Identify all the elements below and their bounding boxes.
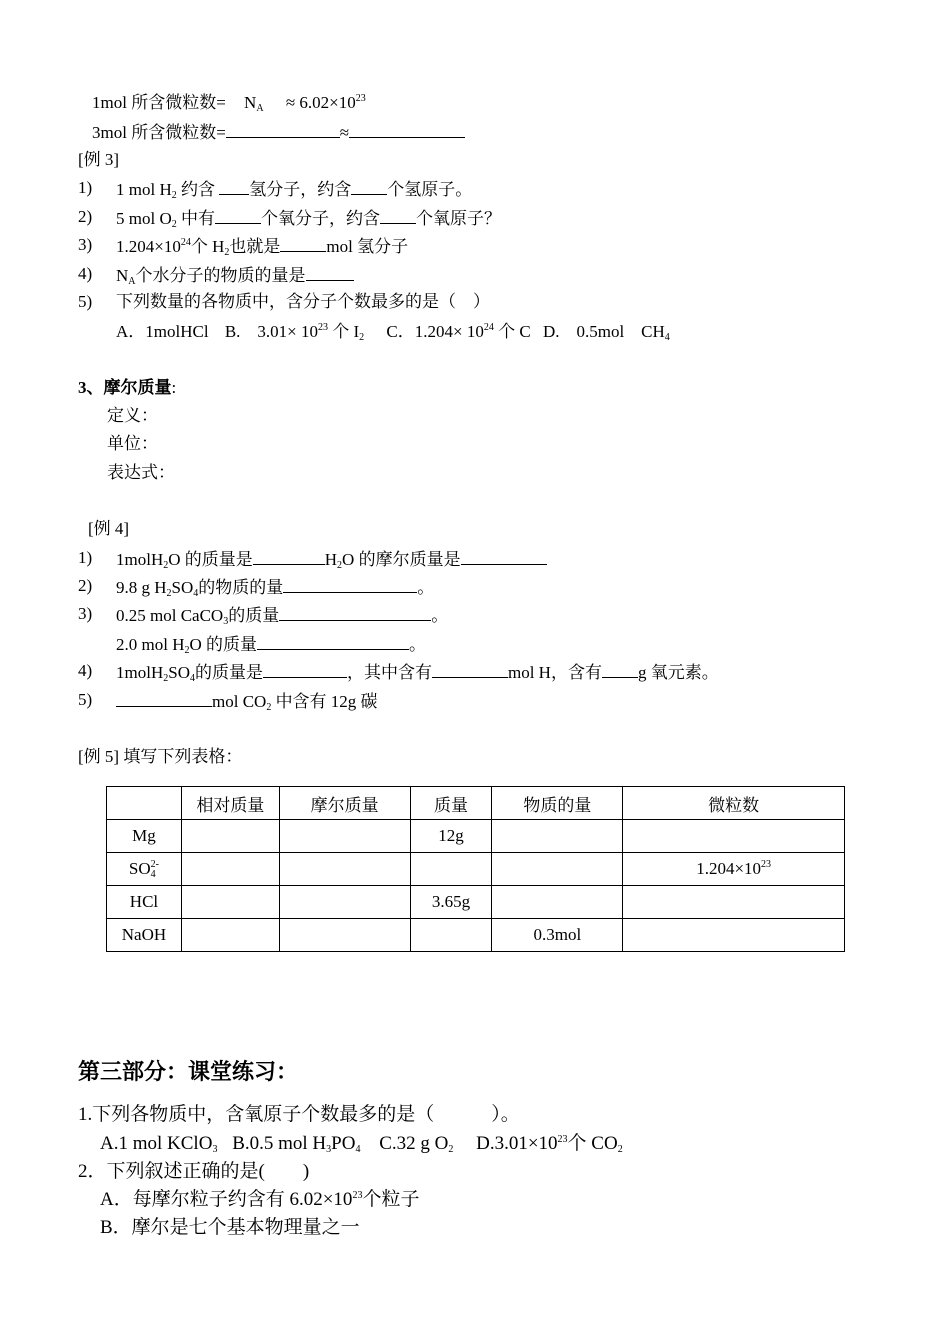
exponent: 23 xyxy=(761,859,772,870)
substance-cell: NaOH xyxy=(107,919,182,952)
q-text: mol 氢分子 xyxy=(326,237,409,256)
sub: 4 xyxy=(664,332,670,343)
practice-q1: 1.下列各物质中，含氧原子个数最多的是（ ）。 xyxy=(78,1104,520,1125)
table-cell[interactable] xyxy=(279,853,410,886)
table-row xyxy=(107,886,845,919)
table-header-row xyxy=(107,787,845,820)
q-text: 氢分子，约含 xyxy=(249,180,352,199)
q-text: mol CO xyxy=(212,692,267,711)
q-text: 的质量 xyxy=(228,606,280,625)
sub: 2 xyxy=(359,332,365,343)
q-text: ，其中含有 xyxy=(346,663,432,682)
sub: 2 xyxy=(166,588,172,599)
q-text: 个氧分子，约含 xyxy=(260,209,380,228)
count-cell[interactable] xyxy=(623,820,845,853)
sub: 2 xyxy=(163,673,169,684)
ex3-q5 xyxy=(78,292,490,311)
q-num: 5) xyxy=(78,690,93,709)
q-num: 4) xyxy=(78,264,93,283)
sub: 4 xyxy=(150,868,156,880)
q-text: 。 xyxy=(417,578,435,597)
q-text: 个水分子的物质的量是 xyxy=(135,266,306,285)
sub: 2 xyxy=(617,1144,623,1155)
exponent: 24 xyxy=(180,237,191,248)
q-text: SO xyxy=(171,578,194,597)
mass-cell: 12g xyxy=(410,820,492,853)
count-cell[interactable] xyxy=(623,919,845,952)
substance-cell xyxy=(107,853,182,886)
q-text: g 氧元素。 xyxy=(637,663,719,682)
q-text: N xyxy=(116,266,129,285)
option-text: 个粒子 xyxy=(362,1189,420,1210)
blank[interactable] xyxy=(226,122,340,138)
part-3-title: 第三部分：课堂练习： xyxy=(78,1060,299,1085)
mass-cell[interactable] xyxy=(410,853,492,886)
table-row xyxy=(107,919,845,952)
option-text: 个 CO xyxy=(567,1133,618,1154)
option-text: D.3.01×10 xyxy=(476,1133,558,1154)
table-header: 相对质量 xyxy=(181,787,279,820)
avogadro-value: ≈ 6.02×10 xyxy=(285,93,356,112)
option-c xyxy=(379,1133,453,1154)
ex4-q1 xyxy=(78,548,461,571)
q-text: 1 mol H xyxy=(116,180,172,199)
option-text: A．每摩尔粒子约含有 6.02×10 xyxy=(100,1189,353,1210)
q-text: 下列数量的各物质中，含分子个数最多的是（ ） xyxy=(116,292,490,311)
table-header: 摩尔质量 xyxy=(279,787,410,820)
blank[interactable] xyxy=(461,549,547,565)
q-text: O 的摩尔质量是 xyxy=(342,550,461,569)
blank[interactable] xyxy=(280,236,326,252)
table-header: 微粒数 xyxy=(623,787,845,820)
q-text: O 的质量是 xyxy=(168,550,253,569)
mass-cell: 3.65g xyxy=(410,886,492,919)
table-row xyxy=(107,820,845,853)
option-a xyxy=(100,1133,217,1154)
table-cell[interactable] xyxy=(181,853,279,886)
exponent: 23 xyxy=(352,1190,363,1201)
intro-text: 3mol 所含微粒数= xyxy=(92,123,226,142)
q-text: SO xyxy=(168,663,190,682)
sub: 2 xyxy=(448,1144,454,1155)
option-text: A.1 mol KClO xyxy=(100,1133,213,1154)
option-d xyxy=(543,322,670,341)
intro-line-2 xyxy=(92,122,465,141)
q-text: 的物质的量 xyxy=(198,578,284,597)
avogadro-symbol: N xyxy=(244,93,257,112)
practice-q1-options xyxy=(100,1134,623,1155)
option-b xyxy=(232,1133,360,1154)
definition-label: 定义： xyxy=(107,406,158,425)
table-cell[interactable] xyxy=(279,919,410,952)
ex3-q4 xyxy=(78,264,306,287)
ex4-q3 xyxy=(78,604,449,627)
mol-cell[interactable] xyxy=(492,820,623,853)
sub: 2 xyxy=(171,190,177,201)
q-text: 。 xyxy=(431,606,449,625)
option-text: C．1.204× 10 xyxy=(386,322,484,341)
molar-mass-heading xyxy=(78,379,176,396)
option-text: PO xyxy=(331,1133,356,1154)
table-cell[interactable] xyxy=(181,886,279,919)
ex4-q3b xyxy=(116,634,426,656)
q-text: 2.0 mol H xyxy=(116,635,185,654)
table-header xyxy=(107,787,182,820)
blank[interactable] xyxy=(215,208,261,224)
ex4-q4 xyxy=(78,661,719,684)
sub: 3 xyxy=(223,616,229,627)
blank[interactable] xyxy=(283,577,417,593)
blank[interactable] xyxy=(380,208,416,224)
practice-q2-option-b: B．摩尔是七个基本物理量之一 xyxy=(100,1217,360,1238)
approx-sign: ≈ xyxy=(339,123,350,142)
option-b xyxy=(225,322,364,341)
blank[interactable] xyxy=(351,179,387,195)
table-cell[interactable] xyxy=(181,820,279,853)
count-value: 1.204×10 xyxy=(696,859,762,878)
exponent: 23 xyxy=(557,1134,568,1145)
table-header: 物质的量 xyxy=(492,787,623,820)
exponent: 24 xyxy=(483,322,494,333)
intro-line-1 xyxy=(92,94,366,114)
q-text: 个氢原子。 xyxy=(387,180,473,199)
q-text: 1molH xyxy=(116,663,164,682)
ex3-options xyxy=(116,323,670,343)
table-row xyxy=(107,853,845,886)
blank[interactable] xyxy=(257,634,409,650)
sub: 2 xyxy=(266,702,272,713)
q-text: 约含 xyxy=(176,180,220,199)
q-text: 个氧原子？ xyxy=(415,209,501,228)
q-num: 5) xyxy=(78,292,93,311)
table-cell[interactable] xyxy=(279,886,410,919)
sub: A xyxy=(128,276,136,287)
q-num: 1) xyxy=(78,178,93,197)
q-num: 3) xyxy=(78,604,93,623)
q-text: 中有 xyxy=(176,209,215,228)
unit-label: 单位： xyxy=(107,434,158,453)
count-cell xyxy=(623,853,845,886)
mol-cell[interactable] xyxy=(492,886,623,919)
count-cell[interactable] xyxy=(623,886,845,919)
q-text: H xyxy=(324,550,338,569)
practice-q2-option-a xyxy=(100,1190,419,1209)
q-num: 2) xyxy=(78,207,93,226)
section-title: 3、摩尔质量 xyxy=(78,378,172,397)
q-text: 中含有 12g 碳 xyxy=(271,692,378,711)
q-text: 。 xyxy=(409,635,427,654)
blank[interactable] xyxy=(219,179,249,195)
substance-cell: Mg xyxy=(107,820,182,853)
ex3-q2 xyxy=(78,207,501,230)
q-text: 0.25 mol CaCO xyxy=(116,606,224,625)
blank[interactable] xyxy=(306,265,354,281)
blank[interactable] xyxy=(116,691,212,707)
q-text: 1.204×10 xyxy=(116,237,181,256)
q-num: 1) xyxy=(78,548,93,567)
option-text: 个 I xyxy=(328,322,360,341)
q-text: 9.8 g H xyxy=(116,578,167,597)
blank[interactable] xyxy=(432,662,508,678)
q-text: 也就是 xyxy=(229,237,281,256)
option-text: B.0.5 mol H xyxy=(232,1133,327,1154)
option-c xyxy=(386,322,530,341)
q-text: 5 mol O xyxy=(116,209,172,228)
sub: 2 xyxy=(171,219,177,230)
sub: 2 xyxy=(163,560,169,571)
charge: 2- xyxy=(150,858,159,870)
option-text: D. 0.5mol CH xyxy=(542,322,665,341)
blank[interactable] xyxy=(253,549,325,565)
example-4-title: [例 4] xyxy=(88,519,130,538)
option-text: B. 3.01× 10 xyxy=(224,322,318,341)
q-text: 1molH xyxy=(116,550,164,569)
q-text: 的质量是 xyxy=(194,663,263,682)
ex3-q1 xyxy=(78,178,473,201)
q-num: 3) xyxy=(78,235,93,254)
blank[interactable] xyxy=(349,122,465,138)
blank[interactable] xyxy=(263,662,347,678)
sub: 2 xyxy=(337,560,343,571)
expression-label: 表达式： xyxy=(107,463,175,482)
option-a: A．1molHCl xyxy=(116,322,209,341)
sub: 3 xyxy=(212,1144,218,1155)
table-header: 质量 xyxy=(410,787,492,820)
sub: 2 xyxy=(184,645,190,656)
sub: 2 xyxy=(224,247,230,258)
sub: 4 xyxy=(355,1144,361,1155)
blank[interactable] xyxy=(279,605,431,621)
q-num: 2) xyxy=(78,576,93,595)
ex4-q2 xyxy=(78,576,435,599)
colon: : xyxy=(171,378,177,397)
example-3-title: [例 3] xyxy=(78,150,120,169)
blank[interactable] xyxy=(602,662,638,678)
q-num: 4) xyxy=(78,661,93,680)
intro-text: 1mol 所含微粒数= xyxy=(92,93,226,112)
table-cell[interactable] xyxy=(181,919,279,952)
sub: 4 xyxy=(189,673,195,684)
mass-cell[interactable] xyxy=(410,919,492,952)
mol-cell[interactable] xyxy=(492,853,623,886)
fill-table xyxy=(106,786,845,952)
option-text: C.32 g O xyxy=(379,1133,449,1154)
ex4-q5 xyxy=(78,690,378,713)
example-5-title: [例 5] 填写下列表格： xyxy=(78,747,243,766)
mol-cell: 0.3mol xyxy=(492,919,623,952)
sub: 3 xyxy=(326,1144,332,1155)
exponent: 23 xyxy=(318,322,328,333)
option-text: 个 C xyxy=(493,322,531,341)
table-cell[interactable] xyxy=(279,820,410,853)
exponent: 23 xyxy=(355,93,366,104)
sub: 4 xyxy=(193,588,199,599)
q-text: 个 H xyxy=(190,237,225,256)
practice-q2: 2．下列叙述正确的是( ) xyxy=(78,1161,310,1182)
q-text: mol H，含有 xyxy=(507,663,602,682)
sub: A xyxy=(256,103,264,114)
substance-cell: HCl xyxy=(107,886,182,919)
formula: SO xyxy=(128,858,151,878)
option-d xyxy=(476,1133,623,1154)
q-text: O 的质量 xyxy=(189,635,258,654)
